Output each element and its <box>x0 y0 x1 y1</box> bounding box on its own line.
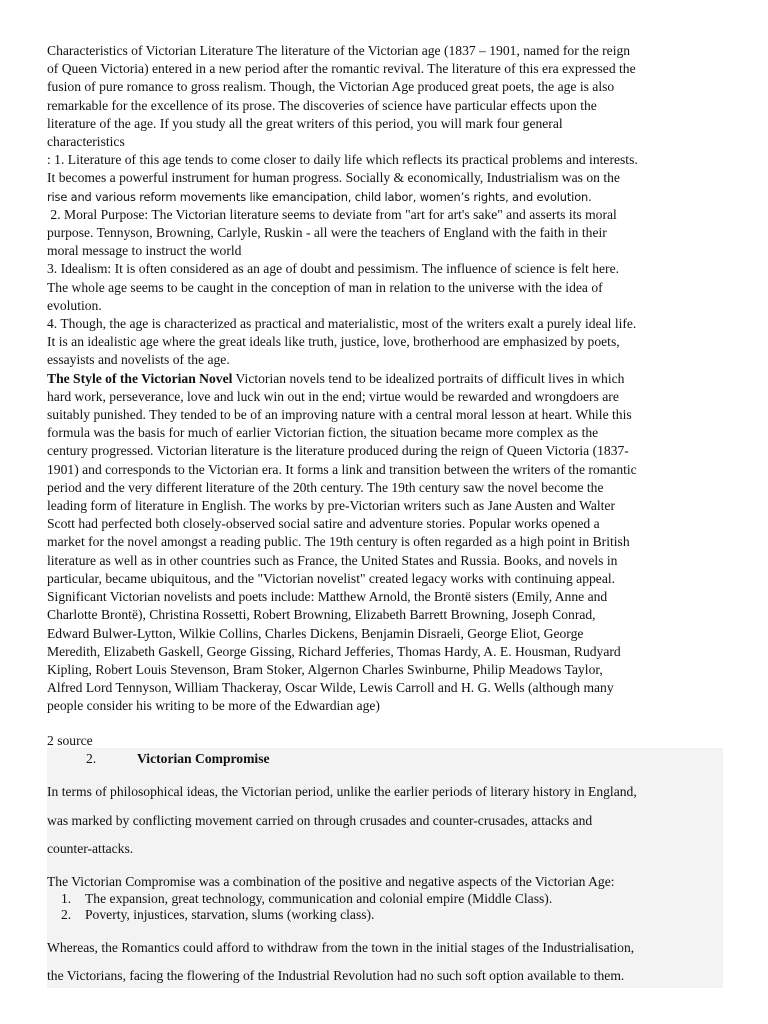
characteristics-paragraph <box>47 42 723 370</box>
text-line: purpose. Tennyson, Browning, Carlyle, Ruskin - all were the teachers of England with the faith in their <box>47 225 607 241</box>
list-text: The expansion, great technology, communication and colonial empire (Middle Class). <box>85 890 553 906</box>
text-line <box>47 370 723 388</box>
text-line: Significant Victorian novelists and poets include: Matthew Arnold, the Brontë sisters (Emily, Anne and <box>47 589 608 605</box>
compromise-list <box>47 891 723 924</box>
list-text: Poverty, injustices, starvation, slums (working class). <box>85 907 375 922</box>
text-line: evolution. <box>47 297 102 313</box>
text-line: essayists and novelists of the age. <box>47 352 230 368</box>
text-line: It becomes a powerful instrument for human progress. Socially & economically, Industrialism was on the <box>47 170 620 186</box>
text-line: leading form of literature in English. The works by pre-Victorian writers such as Jane Austen and Walter <box>47 498 615 514</box>
text-line: the Victorians, facing the flowering of the Industrial Revolution had no such soft option available to them. <box>47 968 625 983</box>
text-line: particular, became ubiquitous, and the "Victorian novelist" created legacy works with continuing appeal. <box>47 570 616 586</box>
heading-title: Victorian Compromise <box>137 751 270 766</box>
document-body <box>47 42 723 716</box>
text-line: Characteristics of Victorian Literature The literature of the Victorian age (1837 – 1901, named for the reign <box>47 43 631 58</box>
text-line: Kipling, Robert Louis Stevenson, Bram Stoker, Algernon Charles Swinburne, Philip Meadows Taylor, <box>47 661 603 677</box>
text-line: counter-attacks. <box>47 841 134 856</box>
text-line: formula was the basis for much of earlier Victorian fiction, the situation became more complex as the <box>47 425 599 441</box>
text-line: remarkable for the excellence of its prose. The discoveries of science have particular effects upon the <box>47 97 597 113</box>
text-line: : 1. Literature of this age tends to come closer to daily life which reflects its practical problems and interests. <box>47 152 638 168</box>
text-line: moral message to instruct the world <box>47 243 242 259</box>
text-line: characteristics <box>47 134 125 150</box>
text-line: Meredith, Elizabeth Gaskell, George Gissing, Richard Jefferies, Thomas Hardy, A. E. Housman, Rudyard <box>47 643 621 659</box>
text-line: In terms of philosophical ideas, the Victorian period, unlike the earlier periods of literary history in England, <box>47 784 637 799</box>
novel-first-line-rest: Victorian novels tend to be idealized portraits of difficult lives in which <box>232 370 625 386</box>
heading-number: 2. <box>86 751 97 766</box>
text-line: 4. Though, the age is characterized as practical and materialistic, most of the writers exalt a purely ideal life. <box>47 316 637 332</box>
text-line: Scott had perfected both closely-observed social satire and adventure stories. Popular works opened a <box>47 516 600 532</box>
text-line: literature of the age. If you study all the great writers of this period, you will mark four general <box>47 115 563 131</box>
philosophy-paragraph <box>47 778 723 864</box>
text-line: hard work, perseverance, love and luck win out in the end; virtue would be rewarded and wrongdoers are <box>47 388 619 404</box>
text-line: literature as well as in other countries such as France, the United States and Russia. Books, and novels in <box>47 552 618 568</box>
text-line: was marked by conflicting movement carried on through crusades and counter-crusades, attacks and <box>47 812 593 828</box>
text-line: It is an idealistic age where the great ideals like truth, justice, love, brotherhood are emphasized by poets, <box>47 334 620 350</box>
section-heading <box>47 750 723 768</box>
list-number: 1. <box>61 890 72 906</box>
text-line-sans: rise and various reform movements like emancipation, child labor, women’s rights, and evolution. <box>47 189 592 204</box>
novel-heading: The Style of the Victorian Novel <box>47 370 233 386</box>
compromise-intro: The Victorian Compromise was a combination of the positive and negative aspects of the Victorian Age: <box>47 873 615 889</box>
victorian-compromise-section <box>47 732 723 991</box>
text-line: suitably punished. They tended to be of an improving nature with a central moral lesson at heart. While this <box>47 407 632 423</box>
text-line: 3. Idealism: It is often considered as an age of doubt and pessimism. The influence of science is felt here. <box>47 261 620 277</box>
list-item <box>47 907 723 924</box>
text-line: 2. Moral Purpose: The Victorian literature seems to deviate from "art for art's sake" and asserts its moral <box>47 206 617 222</box>
romantics-paragraph <box>47 934 723 991</box>
list-number: 2. <box>61 907 72 922</box>
text-line: people consider his writing to be more of the Edwardian age) <box>47 698 380 714</box>
text-line: of Queen Victoria) entered in a new period after the romantic revival. The literature of this era expressed the <box>47 61 636 77</box>
text-line: Alfred Lord Tennyson, William Thackeray, Oscar Wilde, Lewis Carroll and H. G. Wells (although many <box>47 680 614 696</box>
text-line: Charlotte Brontë), Christina Rossetti, Robert Browning, Elizabeth Barrett Browning, Joseph Conrad, <box>47 607 596 623</box>
text-line: market for the novel amongst a reading public. The 19th century is often regarded as a high point in British <box>47 534 630 550</box>
text-line: century progressed. Victorian literature is the literature produced during the reign of Queen Victoria (1837- <box>47 443 629 459</box>
text-line: 1901) and corresponds to the Victorian era. It forms a link and transition between the writers of the romantic <box>47 461 637 477</box>
text-line: The whole age seems to be caught in the conception of man in relation to the universe with the idea of <box>47 279 603 295</box>
text-line: Whereas, the Romantics could afford to withdraw from the town in the initial stages of the Industrialisation, <box>47 939 635 955</box>
source-label: 2 source <box>47 733 93 748</box>
text-line: Edward Bulwer-Lytton, Wilkie Collins, Charles Dickens, Benjamin Disraeli, George Eliot, George <box>47 625 584 641</box>
text-line: fusion of pure romance to gross realism. Though, the Victorian Age produced great poets, the age is also <box>47 79 615 95</box>
victorian-novel-paragraph <box>47 370 723 716</box>
text-line: period and the very different literature of the 20th century. The 19th century saw the novel become the <box>47 479 604 495</box>
list-item <box>47 891 723 908</box>
